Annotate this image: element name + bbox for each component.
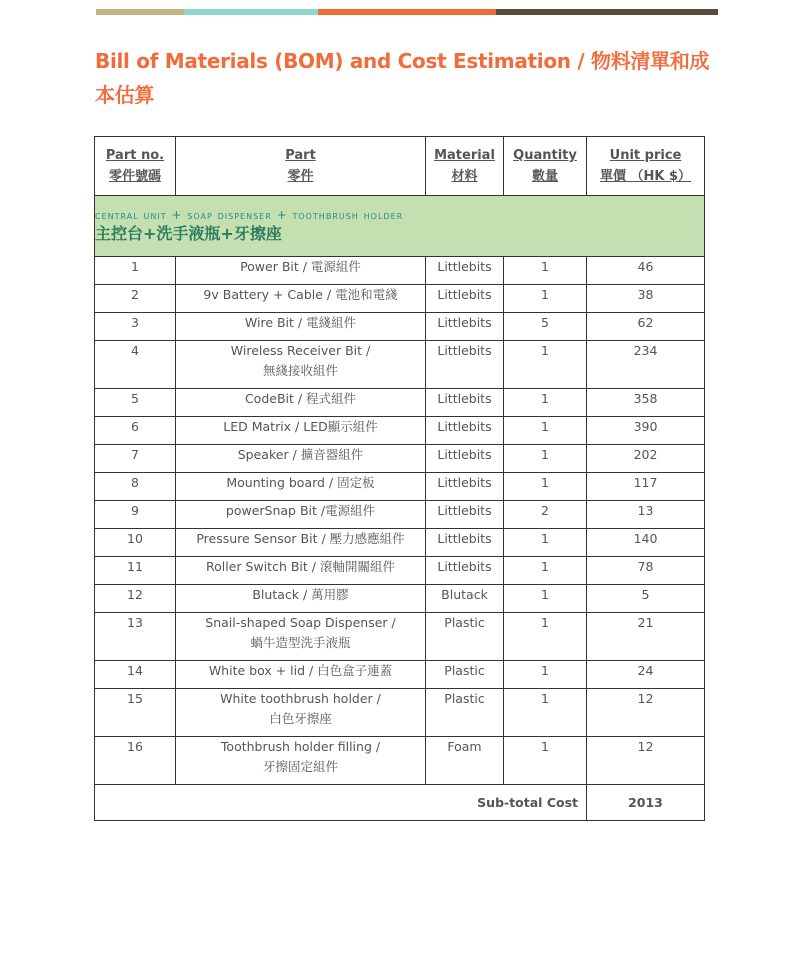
decorative-color-bar — [96, 9, 718, 15]
table-header-row — [95, 137, 705, 196]
cell-part-no: 3 — [95, 313, 176, 341]
header-unit-price: Unit price 單價 （HK $） — [587, 137, 705, 196]
cell-material: Littlebits — [426, 257, 504, 285]
cell-part-no: 10 — [95, 529, 176, 557]
cell-part-no: 16 — [95, 737, 176, 785]
cell-part: Roller Switch Bit / 滾軸開關組件 — [176, 557, 426, 585]
bom-table — [94, 136, 705, 821]
cell-unit-price: 358 — [587, 389, 705, 417]
cell-quantity: 1 — [504, 257, 587, 285]
cell-part-no: 12 — [95, 585, 176, 613]
cell-unit-price: 234 — [587, 341, 705, 389]
cell-unit-price: 140 — [587, 529, 705, 557]
section-title — [95, 196, 705, 257]
cell-part: White box + lid / 白色盒子連蓋 — [176, 661, 426, 689]
cell-part-no: 9 — [95, 501, 176, 529]
cell-material: Littlebits — [426, 417, 504, 445]
cell-unit-price: 5 — [587, 585, 705, 613]
cell-quantity: 1 — [504, 445, 587, 473]
table-row — [95, 689, 705, 737]
cell-material: Littlebits — [426, 473, 504, 501]
table-row — [95, 613, 705, 661]
cell-part: Wire Bit / 電綫組件 — [176, 313, 426, 341]
table-row — [95, 313, 705, 341]
bar-segment — [496, 9, 718, 15]
cell-unit-price: 12 — [587, 737, 705, 785]
cell-part: Pressure Sensor Bit / 壓力感應組件 — [176, 529, 426, 557]
cell-part: 9v Battery + Cable / 電池和電綫 — [176, 285, 426, 313]
cell-quantity: 1 — [504, 417, 587, 445]
cell-unit-price: 38 — [587, 285, 705, 313]
bar-segment — [184, 9, 318, 15]
table-row — [95, 341, 705, 389]
cell-material: Littlebits — [426, 445, 504, 473]
table-row — [95, 473, 705, 501]
table-row — [95, 737, 705, 785]
cell-unit-price: 78 — [587, 557, 705, 585]
subtotal-label: Sub-total Cost — [95, 785, 587, 821]
table-row — [95, 661, 705, 689]
cell-part: LED Matrix / LED顯示組件 — [176, 417, 426, 445]
cell-material: Littlebits — [426, 389, 504, 417]
table-row — [95, 257, 705, 285]
cell-quantity: 1 — [504, 689, 587, 737]
cell-part-no: 2 — [95, 285, 176, 313]
header-part: Part 零件 — [176, 137, 426, 196]
header-quantity: Quantity 數量 — [504, 137, 587, 196]
section-title-zh: 主控台+洗手液瓶+牙擦座 — [95, 224, 282, 243]
cell-material: Blutack — [426, 585, 504, 613]
cell-part: Snail-shaped Soap Dispenser / 蝸牛造型洗手液瓶 — [176, 613, 426, 661]
cell-unit-price: 46 — [587, 257, 705, 285]
cell-quantity: 1 — [504, 737, 587, 785]
cell-part: Toothbrush holder filling / 牙擦固定組件 — [176, 737, 426, 785]
header-part-no: Part no. 零件號碼 — [95, 137, 176, 196]
cell-part-no: 11 — [95, 557, 176, 585]
table-row — [95, 501, 705, 529]
cell-part: Blutack / 萬用膠 — [176, 585, 426, 613]
cell-part-no: 4 — [95, 341, 176, 389]
cell-unit-price: 24 — [587, 661, 705, 689]
cell-part-no: 7 — [95, 445, 176, 473]
cell-material: Littlebits — [426, 501, 504, 529]
cell-part-no: 14 — [95, 661, 176, 689]
table-row — [95, 389, 705, 417]
cell-material: Plastic — [426, 689, 504, 737]
page-title: Bill of Materials (BOM) and Cost Estimation / 物料清單和成本估算 — [95, 49, 710, 107]
table-body — [95, 257, 705, 785]
cell-part-no: 5 — [95, 389, 176, 417]
cell-part: powerSnap Bit /電源組件 — [176, 501, 426, 529]
subtotal-value: 2013 — [587, 785, 705, 821]
cell-part: Mounting board / 固定板 — [176, 473, 426, 501]
cell-quantity: 1 — [504, 341, 587, 389]
cell-quantity: 1 — [504, 613, 587, 661]
cell-part-no: 8 — [95, 473, 176, 501]
cell-unit-price: 21 — [587, 613, 705, 661]
cell-part-no: 13 — [95, 613, 176, 661]
header-material: Material 材料 — [426, 137, 504, 196]
cell-material: Littlebits — [426, 313, 504, 341]
cell-part: White toothbrush holder / 白色牙擦座 — [176, 689, 426, 737]
cell-material: Littlebits — [426, 285, 504, 313]
cell-material: Foam — [426, 737, 504, 785]
table-row — [95, 557, 705, 585]
cell-unit-price: 117 — [587, 473, 705, 501]
cell-material: Littlebits — [426, 529, 504, 557]
cell-part-no: 6 — [95, 417, 176, 445]
cell-quantity: 1 — [504, 473, 587, 501]
cell-part-no: 15 — [95, 689, 176, 737]
cell-part-no: 1 — [95, 257, 176, 285]
cell-material: Plastic — [426, 613, 504, 661]
cell-quantity: 1 — [504, 529, 587, 557]
bar-segment — [318, 9, 496, 15]
cell-unit-price: 12 — [587, 689, 705, 737]
cell-part: CodeBit / 程式組件 — [176, 389, 426, 417]
table-row — [95, 529, 705, 557]
cell-material: Plastic — [426, 661, 504, 689]
cell-quantity: 2 — [504, 501, 587, 529]
cell-quantity: 1 — [504, 285, 587, 313]
cell-part: Wireless Receiver Bit / 無綫接收組件 — [176, 341, 426, 389]
cell-unit-price: 390 — [587, 417, 705, 445]
section-header-row — [95, 196, 705, 257]
cell-material: Littlebits — [426, 341, 504, 389]
cell-quantity: 1 — [504, 557, 587, 585]
cell-unit-price: 62 — [587, 313, 705, 341]
table-row — [95, 285, 705, 313]
table-row — [95, 585, 705, 613]
cell-unit-price: 202 — [587, 445, 705, 473]
bar-segment — [96, 9, 184, 15]
section-title-en: central unit + soap dispenser + toothbrush holder — [95, 208, 404, 222]
cell-part: Power Bit / 電源組件 — [176, 257, 426, 285]
cell-quantity: 1 — [504, 661, 587, 689]
cell-unit-price: 13 — [587, 501, 705, 529]
cell-part: Speaker / 擴音器組件 — [176, 445, 426, 473]
table-row — [95, 417, 705, 445]
cell-quantity: 5 — [504, 313, 587, 341]
subtotal-row — [95, 785, 705, 821]
cell-material: Littlebits — [426, 557, 504, 585]
cell-quantity: 1 — [504, 389, 587, 417]
table-row — [95, 445, 705, 473]
cell-quantity: 1 — [504, 585, 587, 613]
